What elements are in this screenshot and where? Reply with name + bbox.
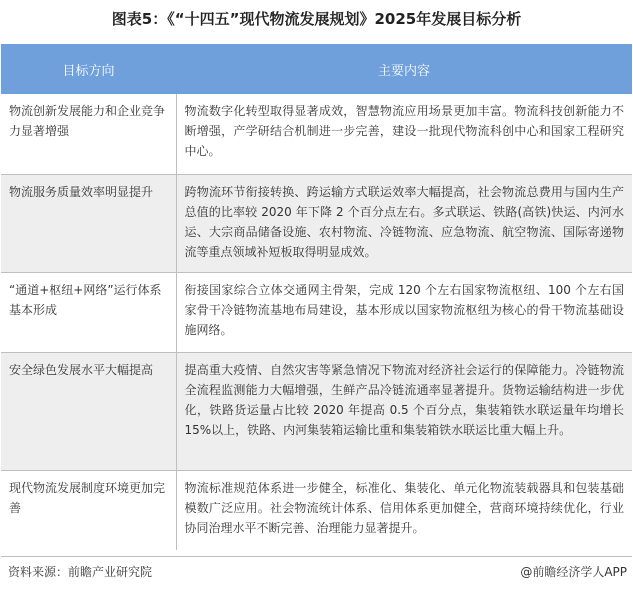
row-direction: 现代物流发展制度环境更加完善 — [1, 470, 176, 550]
table-row — [1, 352, 632, 470]
row-direction: 物流创新发展能力和企业竞争力显著增强 — [1, 94, 176, 174]
table-row — [1, 272, 632, 352]
row-content: 跨物流环节衔接转换、跨运输方式联运效率大幅提高，社会物流总费用与国内生产总值的比率较 2020 年下降 2 个百分点左右。多式联运、铁路(高铁)快运、内河水运、大宗商品储备设施、农村物流、冷链物流、应急物流、航空物流、国际寄递物流等重点领域补短板取得明显成效。 — [176, 174, 632, 272]
table-row — [1, 174, 632, 272]
row-content: 物流标准规范体系进一步健全，标准化、集装化、单元化物流装载器具和包装基础模数广泛应用。社会物流统计体系、信用体系更加健全，营商环境持续优化，行业协同治理水平不断完善、治理能力显著提升。 — [176, 470, 632, 550]
page-title: 图表5：《“十四五”现代物流发展规划》2025年发展目标分析 — [111, 10, 522, 28]
table-row — [1, 94, 632, 174]
column-header-content: 主要内容 — [176, 44, 632, 94]
footer — [0, 560, 633, 584]
row-content: 提高重大疫情、自然灾害等紧急情况下物流对经济社会运行的保障能力。冷链物流全流程监测能力大幅增强，生鲜产品冷链流通率显著提升。货物运输结构进一步优化，铁路货运量占比较 2020 年提高 0.5 个百分点，集装箱铁水联运量年均增长 15%以上，铁路、内河集装箱运输比重和集装箱铁水联运比重大幅上升。 — [176, 352, 632, 470]
column-header-direction: 目标方向 — [1, 44, 176, 94]
row-content: 物流数字化转型取得显著成效，智慧物流应用场景更加丰富。物流科技创新能力不断增强，产学研结合机制进一步完善，建设一批现代物流科创中心和国家工程研究中心。 — [176, 94, 632, 174]
table-header-row — [1, 44, 632, 94]
row-direction: 物流服务质量效率明显提升 — [1, 174, 176, 272]
credit-note: @前瞻经济学人APP — [520, 565, 627, 579]
table-row — [1, 470, 632, 550]
row-content: 衔接国家综合立体交通网主骨架，完成 120 个左右国家物流枢纽、100 个左右国家骨干冷链物流基地布局建设，基本形成以国家物流枢纽为核心的骨干物流基础设施网络。 — [176, 272, 632, 352]
row-direction: 安全绿色发展水平大幅提高 — [1, 352, 176, 470]
table-bottom-divider — [1, 556, 632, 557]
goals-table — [1, 44, 632, 550]
source-note: 资料来源：前瞻产业研究院 — [8, 565, 153, 579]
row-direction: “通道+枢纽+网络”运行体系基本形成 — [1, 272, 176, 352]
